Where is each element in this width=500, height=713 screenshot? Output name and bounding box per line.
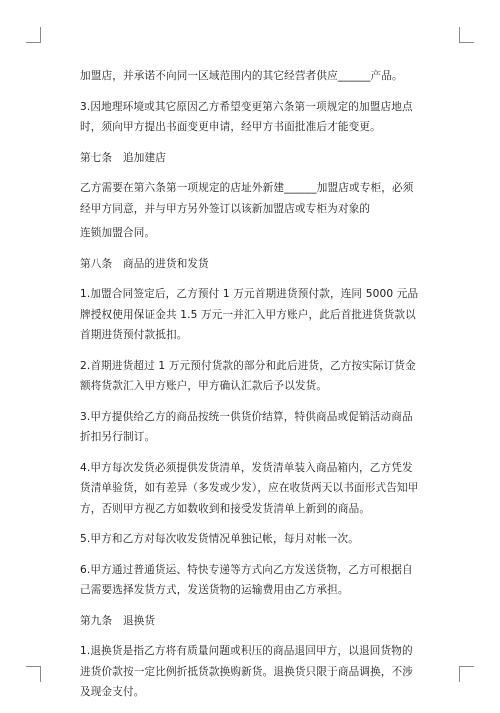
crop-mark-bottom-left (26, 666, 40, 667)
section-heading: 第七条 追加建店 (80, 151, 166, 164)
crop-mark-top-left (26, 42, 40, 43)
document-body (80, 66, 420, 713)
paragraph: 1.加盟合同签定后，乙方预付 1 万元首期进货预付款，连同 5000 元品牌授权使用保证金共 1.5 万元一并汇入甲方账户，此后首批进货货款以首期进货预付款抵扣。 (80, 288, 419, 341)
paragraph: 3.甲方提供给乙方的商品按统一供货价结算，特供商品或促销活动商品折扣另行制订。 (80, 410, 413, 443)
section-heading: 第九条 退换货 (80, 614, 156, 627)
crop-mark-bottom-left (40, 666, 41, 682)
crop-mark-bottom-right (459, 666, 460, 682)
paragraph: 4.甲方每次发货必须提供发货清单，发货清单装入商品箱内，乙方凭发货清单验货，如有差异（多发或少发），应在收货两天以书面形式告知甲方，否则甲方视乙方如数收到和接受发货清单上新到的商品。 (80, 461, 419, 515)
paragraph: 6.甲方通过普通货运、特快专递等方式向乙方发送货物，乙方可根据自己需要选择发货方式，发送货物的运输费用由乙方承担。 (80, 563, 413, 596)
paragraph: 加盟店，并承诺不向同一区域范围内的其它经营者供应______产品。 (80, 70, 403, 82)
crop-mark-top-right (459, 27, 460, 43)
paragraph: 2.首期进货超过 1 万元预付货款的部分和此后进货，乙方按实际订货金额将货款汇入甲方账户，甲方确认汇款后予以发货。 (80, 359, 416, 392)
paragraph: 3.因地理环境或其它原因乙方希望变更第六条第一项规定的加盟店地点时，须向甲方提出书面变更申请，经甲方书面批准后才能变更。 (80, 100, 413, 133)
paragraph: 连锁加盟合同。 (80, 227, 156, 239)
paragraph: 1.退换货是指乙方将有质量问题或积压的商品退回甲方，以退回货物的进货价款按一定比例折抵货款换购新货。退换货只限于商品调换，不涉及现金支付。 (80, 645, 414, 698)
crop-mark-bottom-right (460, 666, 474, 667)
crop-mark-top-right (460, 42, 474, 43)
section-heading: 第八条 商品的进货和发货 (80, 257, 209, 270)
paragraph: 乙方需要在第六条第一项规定的店址外新建______加盟店或专柜，必须经甲方同意，并与甲方另外签订以该新加盟店或专柜为对象的 (80, 182, 414, 215)
crop-mark-top-left (40, 27, 41, 43)
paragraph: 5.甲方和乙方对每次收发货情况单独记帐，每月对帐一次。 (80, 533, 359, 545)
